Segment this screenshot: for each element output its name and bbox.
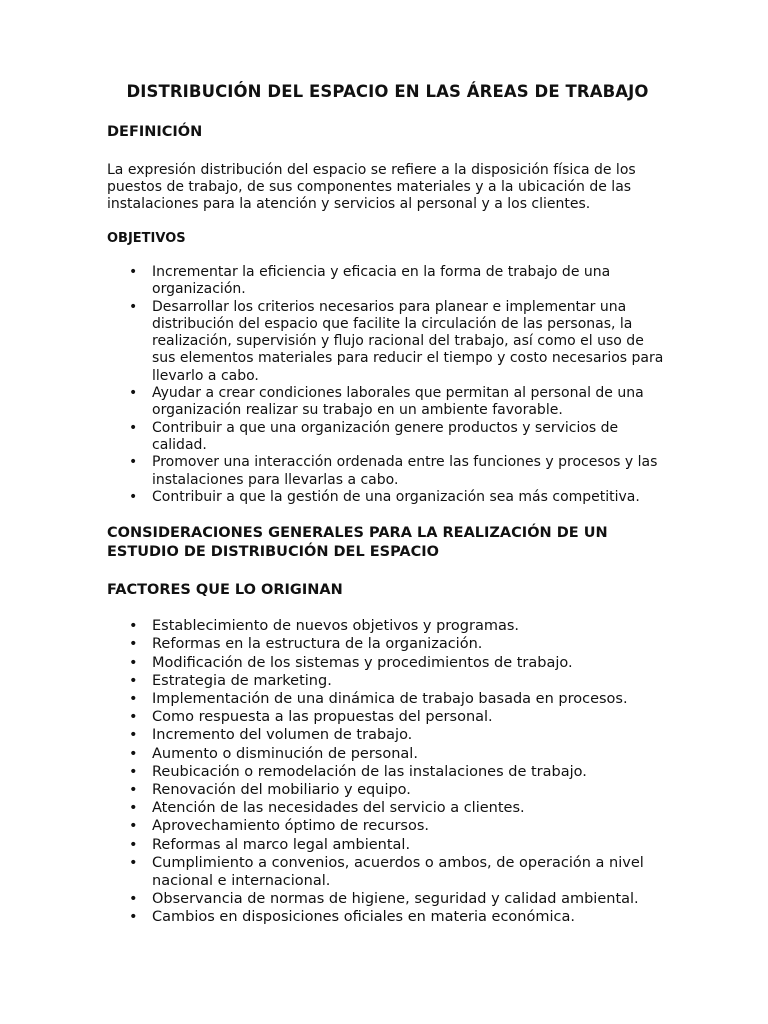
list-item: • Modificación de los sistemas y procedimientos de trabajo.: [107, 654, 668, 672]
objetivos-list: [107, 264, 668, 506]
list-item: • Incremento del volumen de trabajo.: [107, 726, 668, 744]
list-item: • Como respuesta a las propuestas del personal.: [107, 708, 668, 726]
list-item: • Establecimiento de nuevos objetivos y programas.: [107, 617, 668, 635]
list-item: • Atención de las necesidades del servicio a clientes.: [107, 799, 668, 817]
list-item: • Incrementar la eficiencia y eficacia en la forma de trabajo de una organización.: [107, 264, 668, 299]
factores-heading: FACTORES QUE LO ORIGINAN: [107, 582, 343, 599]
document-title: DISTRIBUCIÓN DEL ESPACIO EN LAS ÁREAS DE TRABAJO: [126, 82, 649, 101]
list-item: • Reformas al marco legal ambiental.: [107, 836, 668, 854]
list-item: • Ayudar a crear condiciones laborales que permitan al personal de una organización realizar su trabajo en un ambiente favorable.: [107, 385, 668, 420]
list-item: • Contribuir a que una organización genere productos y servicios de calidad.: [107, 420, 668, 455]
list-item: • Cambios en disposiciones oficiales en materia económica.: [107, 908, 668, 926]
list-item: • Estrategia de marketing.: [107, 672, 668, 690]
list-item: • Aumento o disminución de personal.: [107, 745, 668, 763]
list-item: • Renovación del mobiliario y equipo.: [107, 781, 668, 799]
list-item: • Contribuir a que la gestión de una organización sea más competitiva.: [107, 489, 668, 506]
list-item: • Observancia de normas de higiene, seguridad y calidad ambiental.: [107, 890, 668, 908]
list-item: • Cumplimiento a convenios, acuerdos o ambos, de operación a nivel nacional e internacional.: [107, 854, 668, 890]
list-item: • Reformas en la estructura de la organización.: [107, 635, 668, 653]
list-item: • Aprovechamiento óptimo de recursos.: [107, 817, 668, 835]
consideraciones-heading: CONSIDERACIONES GENERALES PARA LA REALIZACIÓN DE UN ESTUDIO DE DISTRIBUCIÓN DEL ESPACIO: [107, 525, 608, 561]
definicion-paragraph: La expresión distribución del espacio se refiere a la disposición física de los puestos de trabajo, de sus componentes materiales y a la ubicación de las instalaciones para la atención y servicios al personal y a los clientes.: [107, 162, 636, 212]
factores-list: [107, 617, 668, 926]
list-item: • Desarrollar los criterios necesarios para planear e implementar una distribución del espacio que facilite la circulación de las personas, la realización, supervisión y flujo racional del trabajo, así como el uso de sus elementos materiales para reducir el tiempo y costo necesarios para llevarlo a cabo.: [107, 299, 668, 385]
objetivos-heading: OBJETIVOS: [107, 231, 186, 246]
list-item: • Reubicación o remodelación de las instalaciones de trabajo.: [107, 763, 668, 781]
definicion-heading: DEFINICIÓN: [107, 124, 203, 140]
list-item: • Implementación de una dinámica de trabajo basada en procesos.: [107, 690, 668, 708]
list-item: • Promover una interacción ordenada entre las funciones y procesos y las instalaciones para llevarlas a cabo.: [107, 454, 668, 489]
